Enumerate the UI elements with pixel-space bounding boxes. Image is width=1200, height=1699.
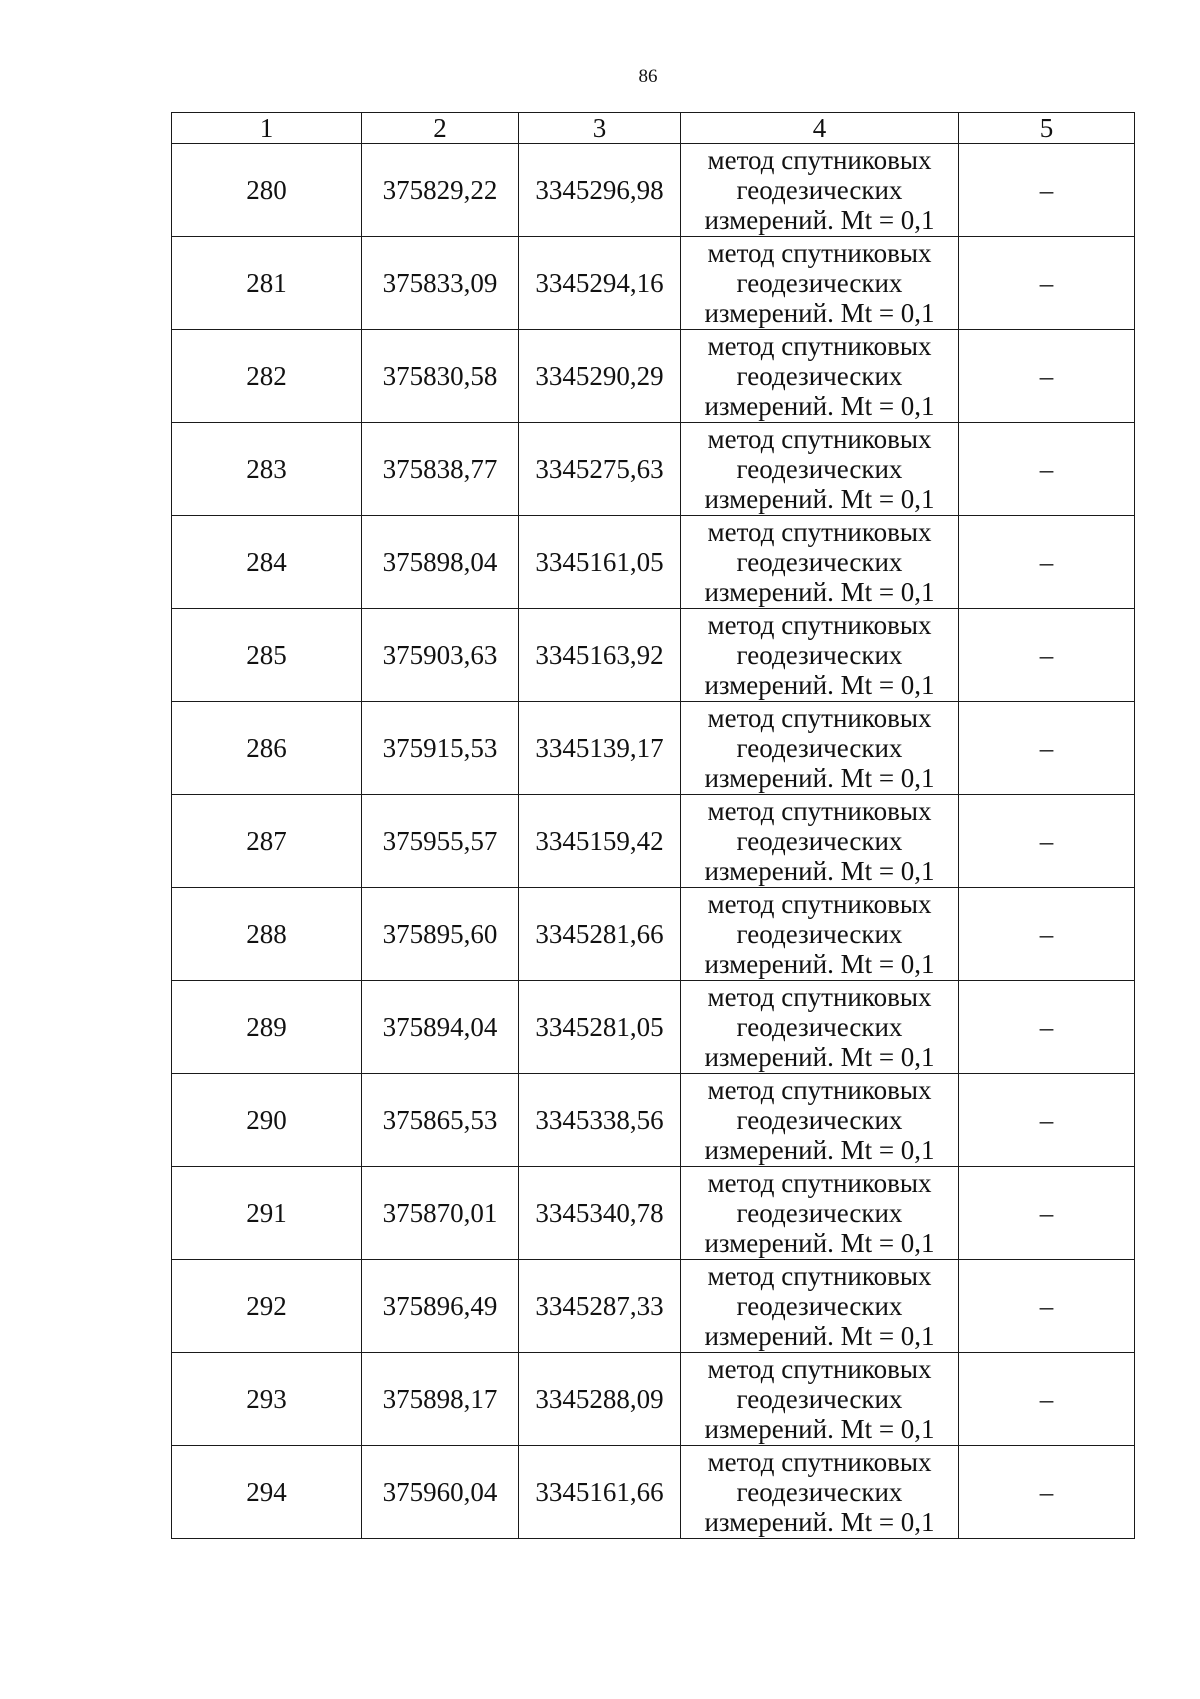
table-row	[172, 516, 1135, 609]
point-number-cell: 291	[172, 1167, 362, 1260]
y-coordinate-cell: 3345288,09	[519, 1353, 681, 1446]
method-line: измерений. Mt = 0,1	[704, 949, 935, 979]
method-line: метод спутниковых	[707, 982, 932, 1012]
method-line: измерений. Mt = 0,1	[704, 298, 935, 328]
point-number-cell: 287	[172, 795, 362, 888]
y-coordinate-cell: 3345281,66	[519, 888, 681, 981]
column-header-4: 4	[681, 113, 959, 144]
x-coordinate-cell: 375833,09	[362, 237, 519, 330]
table-row	[172, 423, 1135, 516]
method-cell	[681, 888, 959, 981]
method-line: метод спутниковых	[707, 238, 932, 268]
y-coordinate-cell: 3345294,16	[519, 237, 681, 330]
point-number-cell: 292	[172, 1260, 362, 1353]
method-line: геодезических	[736, 640, 903, 670]
column-header-2: 2	[362, 113, 519, 144]
table-header-row	[172, 113, 1135, 144]
y-coordinate-cell: 3345290,29	[519, 330, 681, 423]
method-line: измерений. Mt = 0,1	[704, 1414, 935, 1444]
coordinates-table	[171, 112, 1135, 1539]
table-row	[172, 1074, 1135, 1167]
y-coordinate-cell: 3345161,66	[519, 1446, 681, 1539]
note-cell: –	[959, 516, 1135, 609]
method-line: метод спутниковых	[707, 703, 932, 733]
x-coordinate-cell: 375898,04	[362, 516, 519, 609]
y-coordinate-cell: 3345275,63	[519, 423, 681, 516]
method-line: метод спутниковых	[707, 1354, 932, 1384]
method-line: измерений. Mt = 0,1	[704, 391, 935, 421]
method-cell	[681, 702, 959, 795]
method-cell	[681, 1074, 959, 1167]
x-coordinate-cell: 375960,04	[362, 1446, 519, 1539]
method-cell	[681, 423, 959, 516]
note-cell: –	[959, 702, 1135, 795]
note-cell: –	[959, 1260, 1135, 1353]
x-coordinate-cell: 375955,57	[362, 795, 519, 888]
method-line: геодезических	[736, 547, 903, 577]
x-coordinate-cell: 375894,04	[362, 981, 519, 1074]
note-cell: –	[959, 330, 1135, 423]
method-line: метод спутниковых	[707, 424, 932, 454]
y-coordinate-cell: 3345159,42	[519, 795, 681, 888]
y-coordinate-cell: 3345296,98	[519, 144, 681, 237]
x-coordinate-cell: 375870,01	[362, 1167, 519, 1260]
x-coordinate-cell: 375903,63	[362, 609, 519, 702]
method-line: геодезических	[736, 454, 903, 484]
point-number-cell: 282	[172, 330, 362, 423]
point-number-cell: 290	[172, 1074, 362, 1167]
method-line: измерений. Mt = 0,1	[704, 856, 935, 886]
point-number-cell: 289	[172, 981, 362, 1074]
column-header-1: 1	[172, 113, 362, 144]
method-line: метод спутниковых	[707, 331, 932, 361]
table-row	[172, 1353, 1135, 1446]
method-line: измерений. Mt = 0,1	[704, 1228, 935, 1258]
note-cell: –	[959, 144, 1135, 237]
method-line: геодезических	[736, 1105, 903, 1135]
method-cell	[681, 795, 959, 888]
point-number-cell: 284	[172, 516, 362, 609]
page-number: 86	[638, 66, 658, 87]
table-row	[172, 609, 1135, 702]
method-cell	[681, 609, 959, 702]
column-header-3: 3	[519, 113, 681, 144]
point-number-cell: 285	[172, 609, 362, 702]
note-cell: –	[959, 1074, 1135, 1167]
method-line: геодезических	[736, 1012, 903, 1042]
method-line: метод спутниковых	[707, 1447, 932, 1477]
y-coordinate-cell: 3345287,33	[519, 1260, 681, 1353]
y-coordinate-cell: 3345163,92	[519, 609, 681, 702]
table-row	[172, 330, 1135, 423]
method-line: геодезических	[736, 1477, 903, 1507]
method-line: метод спутниковых	[707, 796, 932, 826]
note-cell: –	[959, 237, 1135, 330]
method-line: измерений. Mt = 0,1	[704, 1042, 935, 1072]
y-coordinate-cell: 3345340,78	[519, 1167, 681, 1260]
method-line: метод спутниковых	[707, 610, 932, 640]
method-line: метод спутниковых	[707, 1168, 932, 1198]
table-row	[172, 1167, 1135, 1260]
method-line: геодезических	[736, 826, 903, 856]
y-coordinate-cell: 3345139,17	[519, 702, 681, 795]
y-coordinate-cell: 3345338,56	[519, 1074, 681, 1167]
method-cell	[681, 981, 959, 1074]
note-cell: –	[959, 1446, 1135, 1539]
method-cell	[681, 1353, 959, 1446]
note-cell: –	[959, 1167, 1135, 1260]
method-line: геодезических	[736, 733, 903, 763]
method-line: метод спутниковых	[707, 889, 932, 919]
note-cell: –	[959, 795, 1135, 888]
point-number-cell: 293	[172, 1353, 362, 1446]
method-line: измерений. Mt = 0,1	[704, 763, 935, 793]
note-cell: –	[959, 1353, 1135, 1446]
point-number-cell: 281	[172, 237, 362, 330]
column-header-5: 5	[959, 113, 1135, 144]
point-number-cell: 280	[172, 144, 362, 237]
note-cell: –	[959, 888, 1135, 981]
point-number-cell: 294	[172, 1446, 362, 1539]
x-coordinate-cell: 375829,22	[362, 144, 519, 237]
note-cell: –	[959, 981, 1135, 1074]
y-coordinate-cell: 3345161,05	[519, 516, 681, 609]
method-line: метод спутниковых	[707, 517, 932, 547]
method-line: геодезических	[736, 361, 903, 391]
method-line: метод спутниковых	[707, 1261, 932, 1291]
x-coordinate-cell: 375898,17	[362, 1353, 519, 1446]
method-line: геодезических	[736, 919, 903, 949]
table-row	[172, 237, 1135, 330]
x-coordinate-cell: 375915,53	[362, 702, 519, 795]
method-line: геодезических	[736, 1291, 903, 1321]
table-row	[172, 981, 1135, 1074]
point-number-cell: 288	[172, 888, 362, 981]
method-line: метод спутниковых	[707, 145, 932, 175]
method-cell	[681, 144, 959, 237]
method-line: измерений. Mt = 0,1	[704, 1507, 935, 1537]
method-line: геодезических	[736, 1384, 903, 1414]
table-row	[172, 702, 1135, 795]
table-row	[172, 888, 1135, 981]
method-line: геодезических	[736, 1198, 903, 1228]
x-coordinate-cell: 375895,60	[362, 888, 519, 981]
table-row	[172, 144, 1135, 237]
method-line: измерений. Mt = 0,1	[704, 670, 935, 700]
point-number-cell: 286	[172, 702, 362, 795]
method-cell	[681, 330, 959, 423]
method-cell	[681, 1167, 959, 1260]
table-row	[172, 795, 1135, 888]
x-coordinate-cell: 375830,58	[362, 330, 519, 423]
y-coordinate-cell: 3345281,05	[519, 981, 681, 1074]
method-line: геодезических	[736, 175, 903, 205]
table-row	[172, 1260, 1135, 1353]
note-cell: –	[959, 609, 1135, 702]
method-line: метод спутниковых	[707, 1075, 932, 1105]
note-cell: –	[959, 423, 1135, 516]
method-line: измерений. Mt = 0,1	[704, 577, 935, 607]
method-line: измерений. Mt = 0,1	[704, 1321, 935, 1351]
x-coordinate-cell: 375896,49	[362, 1260, 519, 1353]
point-number-cell: 283	[172, 423, 362, 516]
x-coordinate-cell: 375838,77	[362, 423, 519, 516]
method-line: геодезических	[736, 268, 903, 298]
method-cell	[681, 516, 959, 609]
x-coordinate-cell: 375865,53	[362, 1074, 519, 1167]
method-cell	[681, 1260, 959, 1353]
method-cell	[681, 237, 959, 330]
method-cell	[681, 1446, 959, 1539]
table-row	[172, 1446, 1135, 1539]
table-body	[172, 144, 1135, 1539]
method-line: измерений. Mt = 0,1	[704, 484, 935, 514]
method-line: измерений. Mt = 0,1	[704, 205, 935, 235]
method-line: измерений. Mt = 0,1	[704, 1135, 935, 1165]
